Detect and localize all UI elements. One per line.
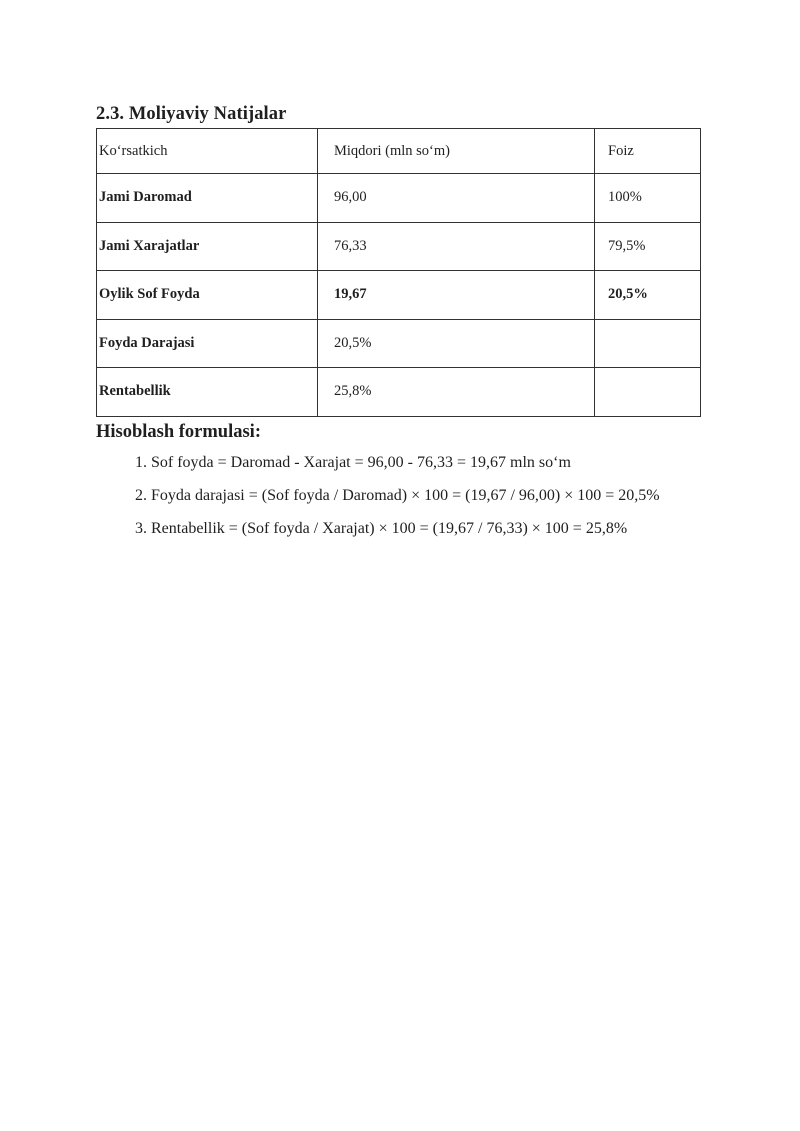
table-header-row (97, 129, 701, 174)
formula-item-3: 3. Rentabellik = (Sof foyda / Xarajat) × 100 = (19,67 / 76,33) × 100 = 25,8% (135, 519, 628, 537)
formulas-heading: Hisoblash formulasi: (96, 421, 261, 442)
indicator-cell: Oylik Sof Foyda (97, 271, 318, 320)
table-row (97, 271, 701, 320)
amount-cell: 19,67 (318, 271, 595, 320)
formula-item-2: 2. Foyda darajasi = (Sof foyda / Daromad) × 100 = (19,67 / 96,00) × 100 = 20,5% (135, 486, 660, 504)
indicator-cell: Jami Daromad (97, 174, 318, 223)
percent-cell: 79,5% (595, 222, 701, 271)
amount-cell: 25,8% (318, 368, 595, 417)
percent-cell: 100% (595, 174, 701, 223)
header-indicator: Ko‘rsatkich (97, 129, 318, 174)
section-title: 2.3. Moliyaviy Natijalar (96, 104, 287, 124)
table-row (97, 368, 701, 417)
financial-results-table (96, 128, 701, 417)
document-page (96, 103, 702, 545)
formula-list (96, 446, 702, 545)
header-percent: Foiz (595, 129, 701, 174)
table-row (97, 174, 701, 223)
table-row (97, 319, 701, 368)
amount-cell: 96,00 (318, 174, 595, 223)
indicator-cell: Foyda Darajasi (97, 319, 318, 368)
table-row (97, 222, 701, 271)
percent-cell (595, 319, 701, 368)
amount-cell: 76,33 (318, 222, 595, 271)
percent-cell: 20,5% (595, 271, 701, 320)
percent-cell (595, 368, 701, 417)
formula-item-1: 1. Sof foyda = Daromad - Xarajat = 96,00 - 76,33 = 19,67 mln so‘m (135, 453, 571, 471)
indicator-cell: Rentabellik (97, 368, 318, 417)
header-amount: Miqdori (mln so‘m) (318, 129, 595, 174)
amount-cell: 20,5% (318, 319, 595, 368)
indicator-cell: Jami Xarajatlar (97, 222, 318, 271)
